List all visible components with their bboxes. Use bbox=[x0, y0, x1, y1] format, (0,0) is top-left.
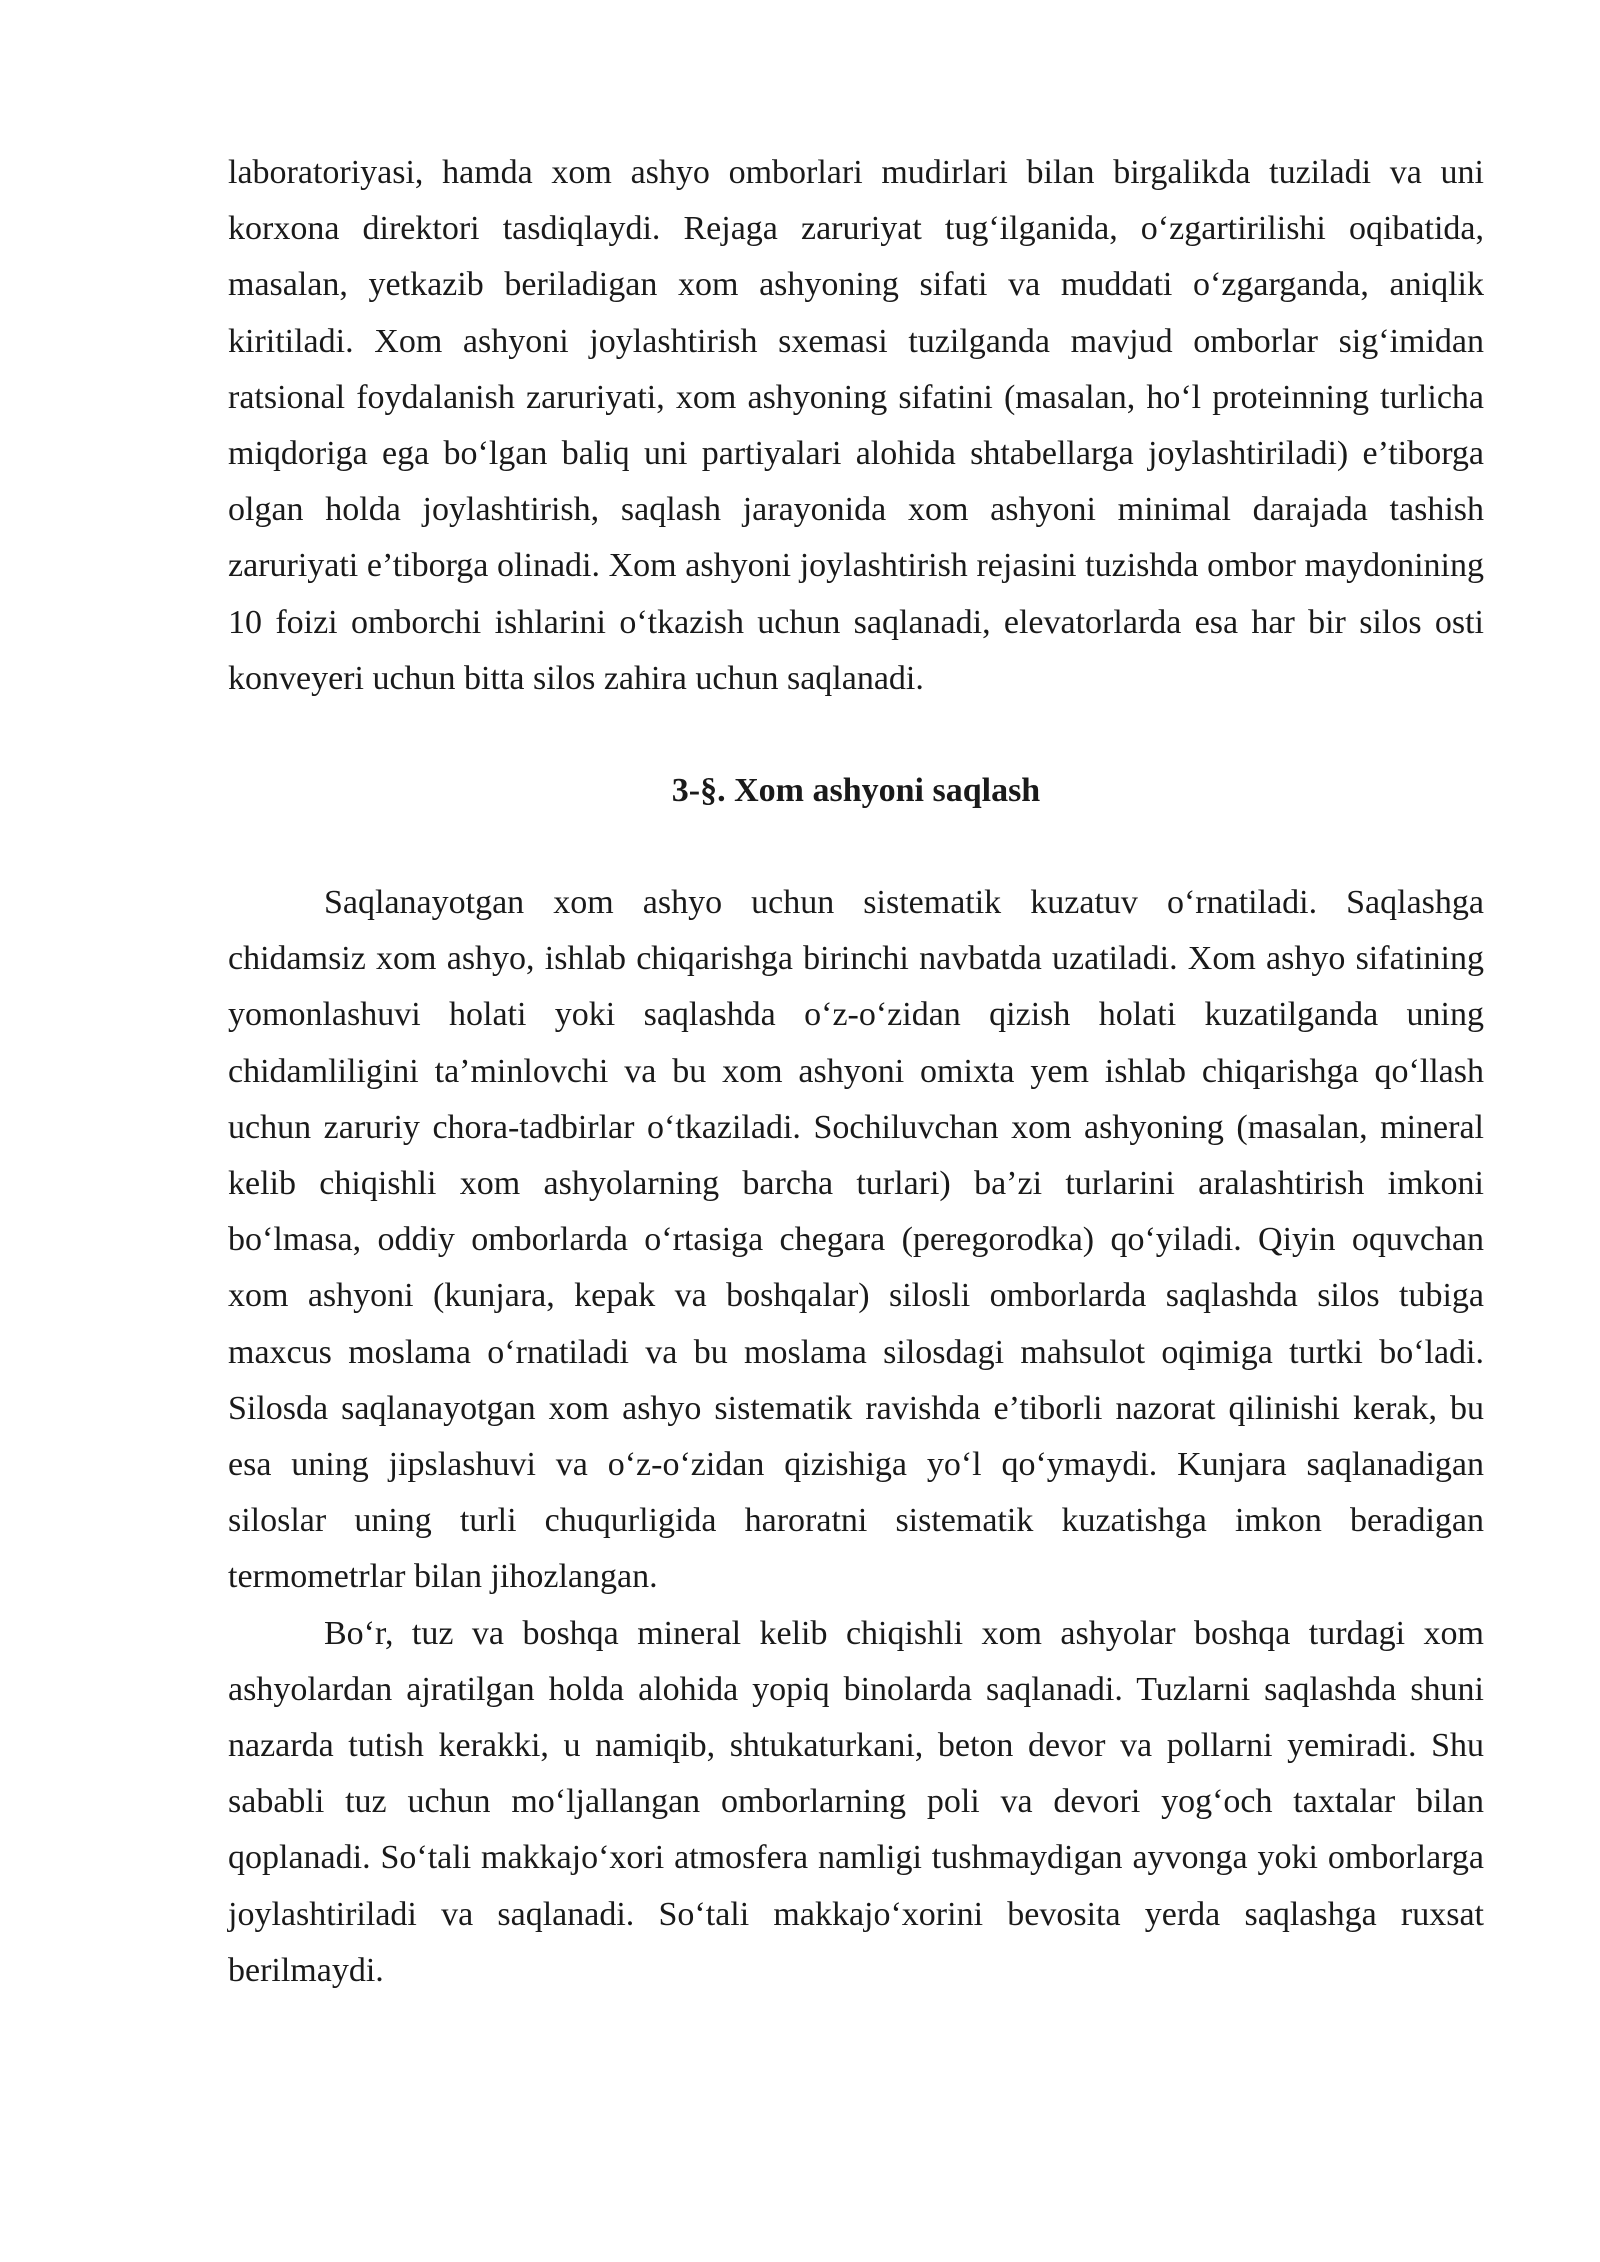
section-heading: 3-§. Xom ashyoni saqlash bbox=[671, 772, 1041, 810]
spacer bbox=[228, 819, 1484, 875]
paragraph-intro: laboratoriyasi, hamda xom ashyo omborlari mudirlari bilan birgalikda tuziladi va uni korxona direktori tasdiqlaydi. Rejaga zaruriyat tug‘ilganida, o‘zgartirilishi oqibatida, masalan, yetkazib beriladigan xom ashyoning sifati va muddati o‘zgarganda, aniqlik kiritiladi. Xom ashyoni joylashtirish sxemasi tuzilganda mavjud omborlar sig‘imidan ratsional foydalanish zaruriyati, xom ashyoning sifatini (masalan, ho‘l proteinning turlicha miqdoriga ega bo‘lgan baliq uni partiyalari alohida shtabellarga joylashtiriladi) e’tiborga olgan holda joylashtirish, saqlash jarayonida xom ashyoni minimal darajada tashish zaruriyati e’tiborga olinadi. Xom ashyoni joylashtirish rejasini tuzishda ombor maydonining 10 foizi omborchi ishlarini o‘tkazish uchun saqlanadi, elevatorlarda esa har bir silos osti konveyeri uchun bitta silos zahira uchun saqlanadi. bbox=[228, 154, 1484, 697]
paragraph-mineral-storage: Bo‘r, tuz va boshqa mineral kelib chiqishli xom ashyolar boshqa turdagi xom ashyolardan ajratilgan holda alohida yopiq binolarda saqlanadi. Tuzlarni saqlashda shuni nazarda tutish kerakki, u namiqib, shtukaturkani, beton devor va pollarni yemiradi. Shu sababli tuz uchun mo‘ljallangan omborlarning poli va devori yog‘och taxtalar bilan qoplanadi. So‘tali makkajo‘xori atmosfera namligi tushmaydigan ayvonga yoki omborlarga joylashtiriladi va saqlanadi. So‘tali makkajo‘xorini bevosita yerda saqlashga ruxsat berilmaydi. bbox=[228, 1614, 1484, 1989]
spacer bbox=[228, 707, 1484, 763]
paragraph-storage-monitoring: Saqlanayotgan xom ashyo uchun sistematik kuzatuv o‘rnatiladi. Saqlashga chidamsiz xom ashyo, ishlab chiqarishga birinchi navbatda uzatiladi. Xom ashyo sifatining yomonlashuvi holati yoki saqlashda o‘z-o‘zidan qizish holati kuzatilganda uning chidamliligini ta’minlovchi va bu xom ashyoni omixta yem ishlab chiqarishga qo‘llash uchun zaruriy chora-tadbirlar o‘tkaziladi. Sochiluvchan xom ashyoning (masalan, mineral kelib chiqishli xom ashyolarning barcha turlari) ba’zi turlarini aralashtirish imkoni bo‘lmasa, oddiy omborlarda o‘rtasiga chegara (peregorodka) qo‘yiladi. Qiyin oquvchan xom ashyoni (kunjara, kepak va boshqalar) silosli omborlarda saqlashda silos tubiga maxcus moslama o‘rnatiladi va bu moslama silosdagi mahsulot oqimiga turtki bo‘ladi. Silosda saqlanayotgan xom ashyo sistematik ravishda e’tiborli nazorat qilinishi kerak, bu esa uning jipslashuvi va o‘z-o‘zidan qizishiga yo‘l qo‘ymaydi. Kunjara saqlanadigan siloslar uning turli chuqurligida haroratni sistematik kuzatishga imkon beradigan termometrlar bilan jihozlangan. bbox=[228, 884, 1484, 1596]
document-body bbox=[228, 145, 1484, 1999]
